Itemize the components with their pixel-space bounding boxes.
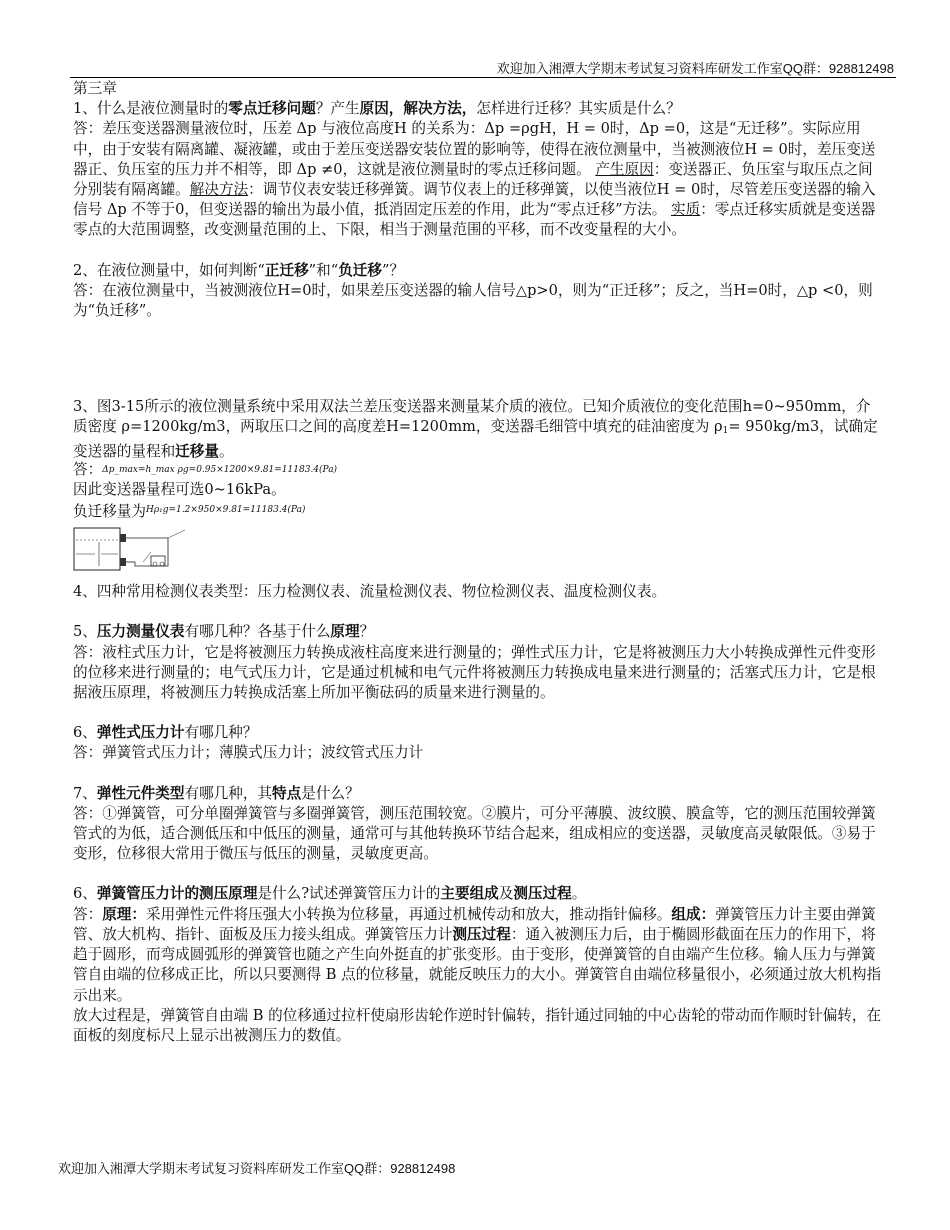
q5-bold: 原理 (330, 623, 360, 641)
page-header: 欢迎加入湘潭大学期末考试复习资料库研发工作室QQ群：928812498 (496, 61, 894, 76)
q3-formula-2: Hρ₁g=1.2×950×9.81=11183.4(Pa) (145, 505, 306, 516)
q6b-answer-text: 采用弹性元件将压强大小转换为位移量，再通过机械传动和放大，推动指针偏移。 (146, 905, 672, 923)
q6b-principle-label: 原理： (102, 905, 146, 923)
chapter-title: 第三章 (73, 80, 117, 97)
q6a-question (73, 723, 885, 743)
q3-text: 。 (218, 442, 234, 460)
q1-answer-text: ：变送器正、负压室与取压点之间分别装有隔离罐。 (73, 160, 873, 199)
q5-question (73, 622, 885, 642)
q6b-answer-text: ：通入被测压力后，由于椭圆形截面在压力的作用下，将趋于圆形，而弯成圆弧形的弹簧管也随之产生向外挺直的扩张变形。由于变形，使弹簧管的自由端产生位移。输人压力与弹簧管自由端的位移成正比，所以只要测得 B 点的位移量，就能反映压力的大小。弹簧管自由端位移量很小，必须通过放大机构指示出来。 (73, 925, 882, 1004)
q5-text: 有哪几种？各基于什么 (184, 623, 331, 641)
q7-bold: 弹性元件类型 (96, 784, 185, 802)
q3-question (73, 397, 885, 462)
q6b-question (73, 884, 885, 904)
q3-neg-label: 负迁移量为 (73, 503, 146, 521)
q6b-process-label: 测压过程 (452, 925, 511, 943)
q1-bold: 零点迁移问题 (228, 100, 316, 118)
q6a-text: 有哪几种？ (184, 724, 258, 742)
q2-question (73, 261, 885, 281)
q6b-answer-text: 答： (73, 905, 103, 923)
q2-answer: 答：在液位测量中，当被测液位H=0时，如果差压变送器的输人信号△p>0，则为“正迁移”；反之，当H=0时，△p <0，则为“负迁移”。 (73, 281, 873, 320)
q6a-bold: 弹性式压力计 (96, 724, 185, 742)
q1-bold: 原因，解决方法， (359, 100, 477, 118)
q3-text: = 950kg/m3，试确定变送器的量程和 (73, 418, 878, 460)
q7-text: 是什么？ (301, 784, 360, 802)
q3-formula-1: Δp_max=h_max ρg=0.95×1200×9.81=11183.4(Pa) (102, 464, 338, 475)
q6b-answer-text: 弹簧管压力计主要由弹簧管、放大机构、指针、面板及压力接头组成。弹簧管压力计 (73, 905, 876, 943)
q2-text: ”？ (381, 261, 405, 279)
q1-answer-text: 答：差压变送器测量液位时，压差 Δp 与液位高度H 的关系为：Δp =ρgH，H = 0时，Δp =0，这是“无迁移”。实际应用中，由于安装有隔离罐、凝液罐，或由于差压变送器安装位置的影响等，使得在液位测量中，当被测液位H = 0时，差压变送器正、负压室的压力并不相等，即 Δp ≠0，这就是液位测量时的零点迁移问题。 (73, 120, 876, 178)
q6b-text: 及 (498, 885, 514, 903)
header-rule (70, 77, 896, 78)
q6a-answer: 答：弹簧管式压力计；薄膜式压力计；波纹管式压力计 (73, 744, 424, 762)
q3-formula-line (73, 462, 885, 480)
q5-answer: 答：液柱式压力计，它是将被测压力转换成液柱高度来进行测量的；弹性式压力计，它是将被测压力大小转换成弹性元件变形的位移来进行测量的；电气式压力计，它是通过机械和电气元件将被测压力转换成电量来进行测量的；活塞式压力计，它是根据液压原理，将被测压力转换成活塞上所加平衡砝码的质量来进行测量的。 (73, 643, 876, 702)
document-body (73, 79, 885, 1046)
q1-answer-text: ：调节仪表安装迁移弹簧。调节仪表上的迁移弹簧，以使当液位H = 0时，尽管差压变送器的输入信号 Δp 不等于0，但变送器的输出为最小值，抵消固定压差的作用，此为“零点迁移”方法。 (73, 181, 876, 219)
q3-answer-label: 答： (73, 460, 103, 478)
q7-bold: 特点 (272, 784, 302, 802)
q6b-text: 。 (571, 885, 587, 903)
q1-text: 1、什么是液位测量时的 (73, 100, 229, 118)
q1-essence-label: 实质 (670, 201, 701, 219)
q6b-text: 是什么?试述弹簧管压力计的 (257, 885, 441, 903)
q5-bold: 压力测量仪表 (96, 623, 185, 641)
q6b-bold: 主要组成 (440, 885, 499, 903)
q3-range: 因此变送器量程可选0~16kPa。 (73, 480, 286, 498)
q7-question (73, 784, 885, 804)
q5-text: ？ (359, 623, 375, 641)
q2-bold: 负迁移 (338, 261, 382, 279)
page-footer: 欢迎加入湘潭大学期末考试复习资料库研发工作室QQ群：928812498 (58, 1161, 456, 1176)
q1-method-label: 解决方法 (189, 181, 249, 199)
level-measurement-diagram (73, 526, 203, 574)
q1-question (73, 99, 885, 119)
q6b-bold: 弹簧管压力计的测压原理 (96, 885, 258, 903)
q2-text: ”和“ (308, 261, 339, 279)
q6b-composition-label: 组成： (671, 905, 716, 923)
q2-bold: 正迁移 (264, 261, 309, 279)
q7-answer: 答：①弹簧管，可分单圈弹簧管与多圈弹簧管，测压范围较宽。②膜片，可分平薄膜、波纹膜、膜盒等，它的测压范围较弹簧管式的为低，适合测低压和中低压的测量，通常可与其他转换环节结合起来，组成相应的变送器，灵敏度高灵敏限低。③易于变形，位移很大常用于微压与低压的测量，灵敏度更高。 (73, 804, 876, 863)
q1-text: ？产生 (315, 100, 360, 118)
q7-text: 7、 (73, 784, 97, 802)
q4-text: 4、四种常用检测仪表类型：压力检测仪表、流量检测仪表、物位检测仪表、温度检测仪表。 (73, 583, 667, 601)
q6b-answer (73, 905, 885, 1006)
q1-answer (73, 119, 885, 240)
q1-cause-label: 产生原因 (595, 160, 654, 178)
q5-text: 5、 (73, 623, 97, 641)
q7-text: 有哪几种，其 (184, 784, 273, 802)
q2-text: 2、在液位测量中，如何判断“ (73, 261, 265, 279)
q6b-answer-continued: 放大过程是，弹簧管自由端 B 的位移通过拉杆使扇形齿轮作逆时针偏转，指针通过同轴的中心齿轮的带动而作顺时针偏转，在面板的刻度标尺上显示出被测压力的数值。 (73, 1006, 882, 1044)
q3-subscript: 1 (722, 426, 729, 437)
q1-answer-text: ：零点迁移实质就是变送器零点的大范围调整，改变测量范围的上、下限，相当于测量范围的平移，而不改变量程的大小。 (73, 201, 876, 239)
q3-text: 3、图3-15所示的液位测量系统中采用双法兰差压变送器来测量某介质的液位。已知介质液位的变化范围h=0~950mm，介质密度 ρ=1200kg/m3，两取压口之间的高度差H=1200mm，变送器毛细管中填充的硅油密度为 ρ (73, 398, 871, 436)
q6a-text: 6、 (73, 724, 97, 742)
q1-text: 怎样进行迁移？其实质是什么？ (476, 100, 681, 118)
q3-negative-shift (73, 500, 885, 522)
q6b-text: 6、 (73, 885, 97, 903)
q3-bold: 迁移量 (175, 442, 219, 460)
q6b-bold: 测压过程 (513, 885, 572, 903)
